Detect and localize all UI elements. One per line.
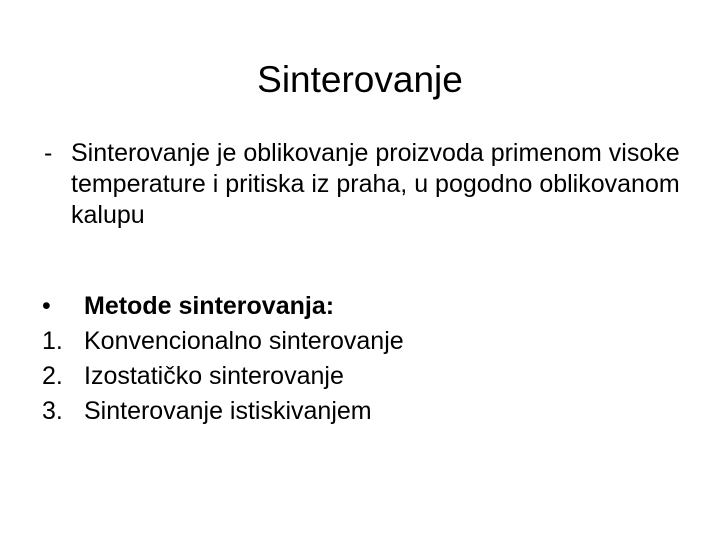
list-item-number: 2. — [42, 362, 63, 390]
intro-paragraph — [44, 138, 684, 231]
list-item-number: 3. — [42, 397, 63, 425]
methods-heading: Metode sinterovanja: — [84, 292, 335, 320]
list-item-label: Izostatičko sinterovanje — [84, 362, 344, 390]
list-item-label: Sinterovanje istiskivanjem — [84, 397, 372, 425]
slide-title: Sinterovanje — [257, 59, 463, 100]
list-item — [42, 394, 682, 429]
list-item-label: Konvencionalno sinterovanje — [84, 327, 404, 355]
list-item — [42, 324, 682, 359]
list-item — [42, 359, 682, 394]
dash-marker: - — [44, 139, 53, 167]
bullet-marker: • — [42, 292, 51, 320]
intro-text: Sinterovanje je oblikovanje proizvoda primenom visoke temperature i pritiska iz praha, u pogodno oblikovanom kalupu — [71, 139, 680, 229]
methods-heading-row — [42, 289, 682, 324]
list-item-number: 1. — [42, 327, 63, 355]
methods-list — [42, 289, 682, 429]
